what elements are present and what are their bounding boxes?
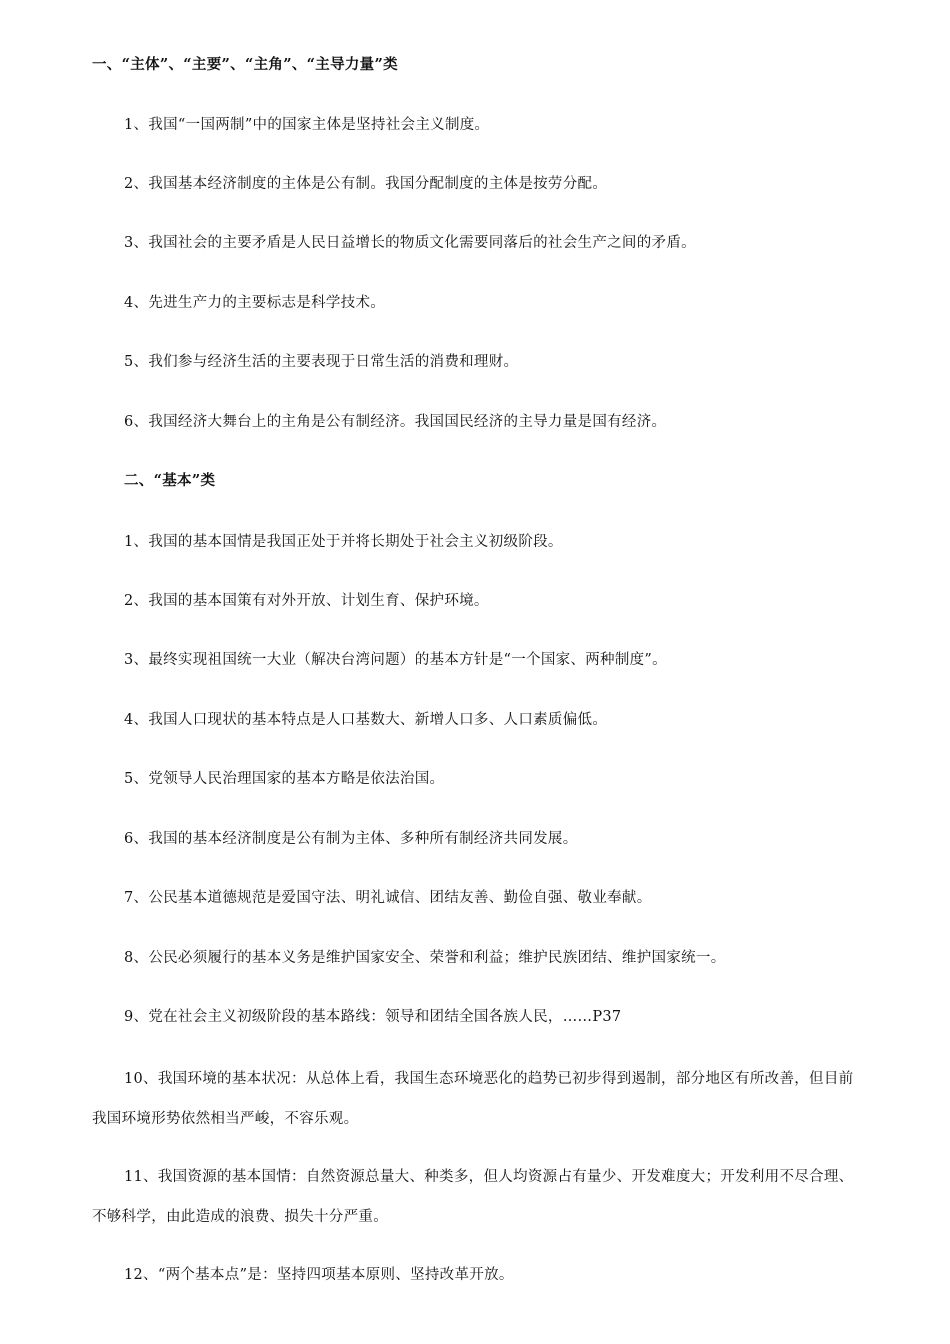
section-2-item-5: 5、党领导人民治理国家的基本方略是依法治国。 <box>124 771 445 787</box>
section-1-heading: 一、“主体”、“主要”、“主角”、“主导力量”类 <box>92 56 398 73</box>
section-2-item-12: 12、“两个基本点”是：坚持四项基本原则、坚持改革开放。 <box>124 1267 514 1283</box>
section-2-item-11: 11、我国资源的基本国情：自然资源总量大、种类多，但人均资源占有量少、开发难度大；开发利用不尽合理、不够科学，由此造成的浪费、损失十分严重。 <box>92 1169 854 1225</box>
section-2-item-6: 6、我国的基本经济制度是公有制为主体、多种所有制经济共同发展。 <box>124 831 578 847</box>
section-1-item-1: 1、我国“一国两制”中的国家主体是坚持社会主义制度。 <box>124 117 490 133</box>
section-1-item-2: 2、我国基本经济制度的主体是公有制。我国分配制度的主体是按劳分配。 <box>124 176 608 192</box>
section-1-item-3: 3、我国社会的主要矛盾是人民日益增长的物质文化需要同落后的社会生产之间的矛盾。 <box>124 235 696 251</box>
section-2-heading: 二、“基本”类 <box>124 472 216 489</box>
section-2-item-10: 10、我国环境的基本状况：从总体上看，我国生态环境恶化的趋势已初步得到遏制，部分地区有所改善，但目前我国环境形势依然相当严峻，不容乐观。 <box>92 1071 854 1127</box>
section-2-item-3: 3、最终实现祖国统一大业（解决台湾问题）的基本方针是“一个国家、两种制度”。 <box>124 652 667 668</box>
section-2-item-2: 2、我国的基本国策有对外开放、计划生育、保护环境。 <box>124 593 489 609</box>
section-2-item-9: 9、党在社会主义初级阶段的基本路线：领导和团结全国各族人民，……P37 <box>124 1009 622 1025</box>
section-2-item-4: 4、我国人口现状的基本特点是人口基数大、新增人口多、人口素质偏低。 <box>124 712 608 728</box>
section-1-item-6: 6、我国经济大舞台上的主角是公有制经济。我国国民经济的主导力量是国有经济。 <box>124 414 667 430</box>
section-2-item-8: 8、公民必须履行的基本义务是维护国家安全、荣誉和利益；维护民族团结、维护国家统一。 <box>124 950 726 966</box>
section-2-item-1: 1、我国的基本国情是我国正处于并将长期处于社会主义初级阶段。 <box>124 534 563 550</box>
section-1-item-4: 4、先进生产力的主要标志是科学技术。 <box>124 295 386 311</box>
section-1-item-5: 5、我们参与经济生活的主要表现于日常生活的消费和理财。 <box>124 354 519 370</box>
section-2-item-7: 7、公民基本道德规范是爱国守法、明礼诚信、团结友善、勤俭自强、敬业奉献。 <box>124 890 652 906</box>
